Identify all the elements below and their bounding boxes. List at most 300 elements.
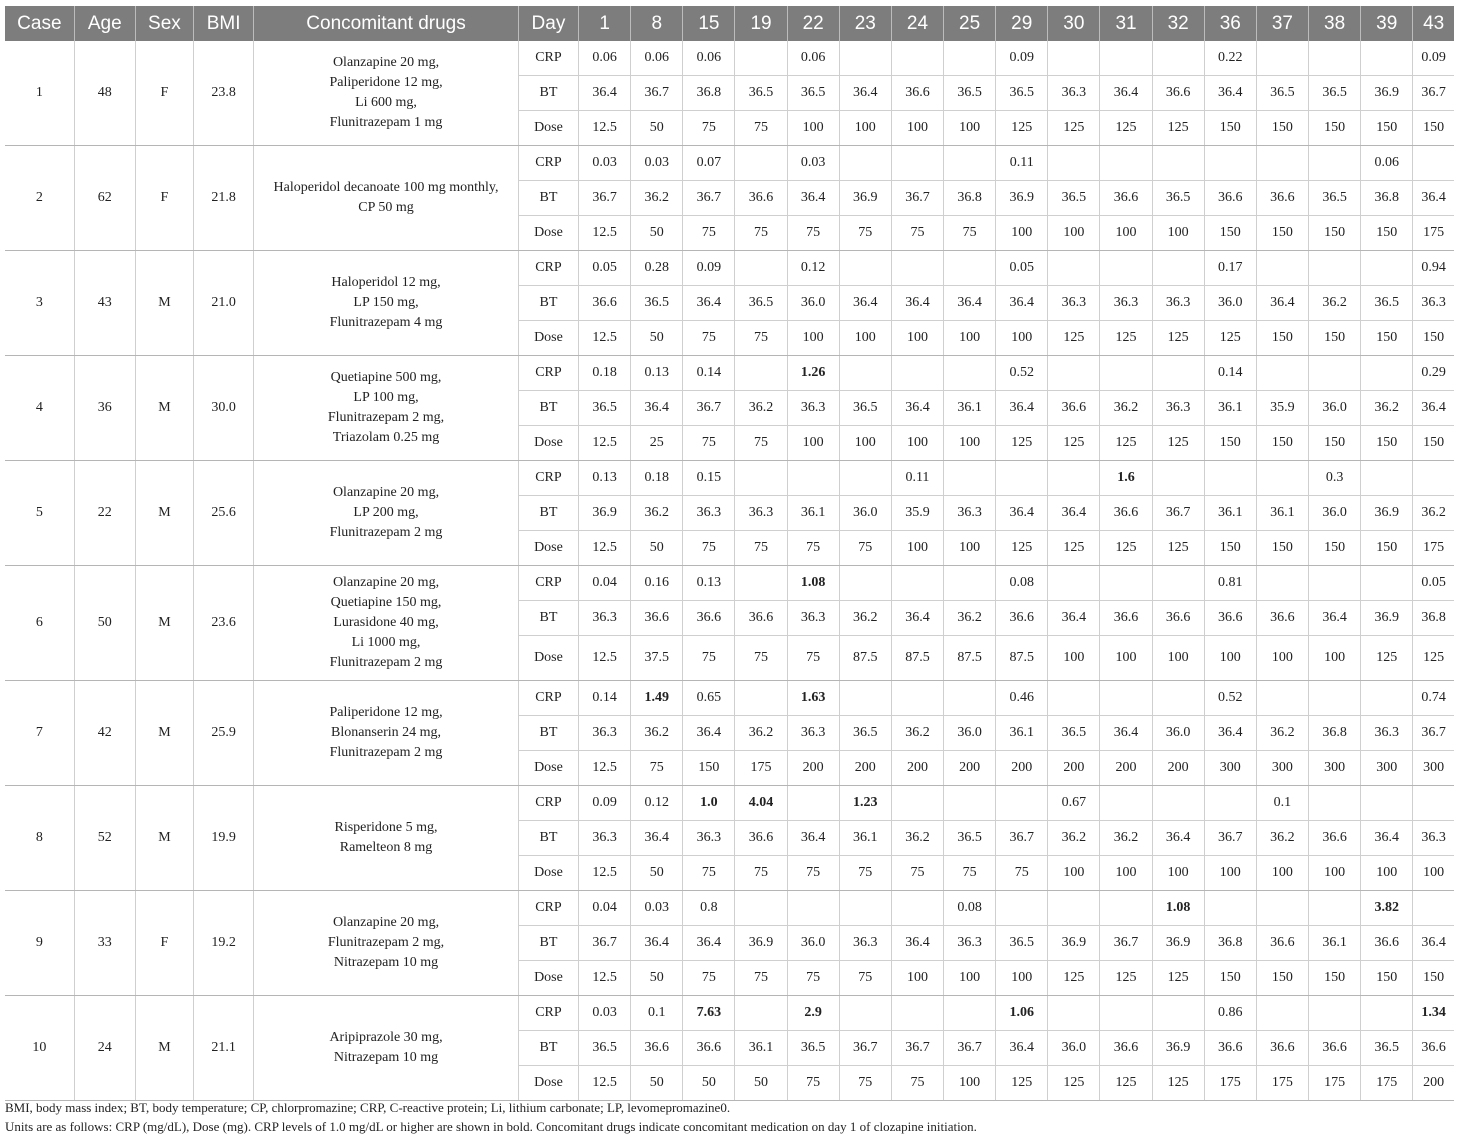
value-cell: 150 xyxy=(1204,216,1256,251)
drug-entry: Flunitrazepam 2 mg, xyxy=(327,410,445,425)
measure-label: CRP xyxy=(518,566,578,601)
value-cell: 75 xyxy=(787,856,839,891)
value-cell: 300 xyxy=(1361,751,1413,786)
measure-label: CRP xyxy=(518,356,578,391)
case-number: 1 xyxy=(5,41,74,146)
value-cell: 36.6 xyxy=(1152,601,1204,636)
value-cell: 12.5 xyxy=(579,111,631,146)
value-cell xyxy=(1100,356,1152,391)
value-cell: 1.23 xyxy=(839,786,891,821)
value-cell: 100 xyxy=(891,961,943,996)
concomitant-drugs-cell xyxy=(254,461,519,566)
value-cell: 75 xyxy=(839,216,891,251)
table-row xyxy=(5,891,1454,926)
case-age: 33 xyxy=(74,891,135,996)
value-cell: 36.7 xyxy=(579,926,631,961)
value-cell: 0.09 xyxy=(996,41,1048,76)
value-cell xyxy=(891,996,943,1031)
measure-label: Dose xyxy=(518,321,578,356)
case-age: 50 xyxy=(74,566,135,681)
value-cell: 200 xyxy=(787,751,839,786)
value-cell: 100 xyxy=(891,531,943,566)
table-row xyxy=(5,41,1454,76)
case-sex: M xyxy=(135,566,193,681)
value-cell: 36.6 xyxy=(1100,1031,1152,1066)
value-cell: 100 xyxy=(891,111,943,146)
case-age: 36 xyxy=(74,356,135,461)
value-cell: 100 xyxy=(1152,856,1204,891)
value-cell: 36.5 xyxy=(579,391,631,426)
column-header: 25 xyxy=(944,6,996,41)
value-cell: 150 xyxy=(1204,531,1256,566)
value-cell: 4.04 xyxy=(735,786,787,821)
value-cell: 36.4 xyxy=(1100,76,1152,111)
value-cell xyxy=(1309,356,1361,391)
value-cell: 200 xyxy=(1413,1066,1454,1101)
drug-entry: LP 100 mg, xyxy=(353,390,419,405)
value-cell: 36.0 xyxy=(944,716,996,751)
drug-entry: Flunitrazepam 2 mg xyxy=(329,655,443,670)
table-row xyxy=(5,566,1454,601)
value-cell xyxy=(1100,251,1152,286)
value-cell: 200 xyxy=(1100,751,1152,786)
value-cell: 100 xyxy=(891,426,943,461)
value-cell xyxy=(1100,786,1152,821)
measure-label: CRP xyxy=(518,146,578,181)
value-cell: 200 xyxy=(1152,751,1204,786)
value-cell: 100 xyxy=(1100,216,1152,251)
value-cell: 125 xyxy=(1204,321,1256,356)
value-cell: 36.1 xyxy=(1309,926,1361,961)
value-cell: 100 xyxy=(944,531,996,566)
value-cell: 0.09 xyxy=(1413,41,1454,76)
case-age: 52 xyxy=(74,786,135,891)
drug-entry: LP 200 mg, xyxy=(353,505,419,520)
value-cell: 125 xyxy=(996,111,1048,146)
value-cell: 0.03 xyxy=(787,146,839,181)
value-cell xyxy=(1204,461,1256,496)
value-cell: 36.6 xyxy=(891,76,943,111)
table-row xyxy=(5,786,1454,821)
value-cell: 36.4 xyxy=(1309,601,1361,636)
value-cell: 36.2 xyxy=(1256,821,1308,856)
value-cell xyxy=(1413,461,1454,496)
drug-entry: Blonanserin 24 mg, xyxy=(330,725,442,740)
value-cell: 36.5 xyxy=(1309,76,1361,111)
value-cell xyxy=(996,786,1048,821)
value-cell: 300 xyxy=(1256,751,1308,786)
value-cell: 36.5 xyxy=(579,1031,631,1066)
drug-entry: Aripiprazole 30 mg, xyxy=(329,1030,443,1045)
value-cell: 125 xyxy=(1152,961,1204,996)
case-sex: M xyxy=(135,251,193,356)
value-cell: 36.4 xyxy=(891,926,943,961)
value-cell: 0.11 xyxy=(996,146,1048,181)
value-cell: 125 xyxy=(1048,961,1100,996)
value-cell: 150 xyxy=(1309,111,1361,146)
value-cell: 36.6 xyxy=(1256,1031,1308,1066)
measure-label: Dose xyxy=(518,1066,578,1101)
table-body xyxy=(5,41,1454,1101)
value-cell xyxy=(1152,786,1204,821)
value-cell: 75 xyxy=(787,636,839,681)
value-cell: 36.1 xyxy=(1256,496,1308,531)
case-bmi: 23.8 xyxy=(194,41,254,146)
value-cell xyxy=(1256,891,1308,926)
value-cell: 36.4 xyxy=(944,286,996,321)
measure-label: BT xyxy=(518,496,578,531)
case-bmi: 21.8 xyxy=(194,146,254,251)
value-cell: 0.08 xyxy=(944,891,996,926)
value-cell xyxy=(1100,681,1152,716)
value-cell: 100 xyxy=(1048,636,1100,681)
case-bmi: 30.0 xyxy=(194,356,254,461)
value-cell xyxy=(1256,356,1308,391)
drug-entry: Olanzapine 20 mg, xyxy=(332,575,440,590)
value-cell: 75 xyxy=(683,111,735,146)
concomitant-drugs-cell xyxy=(254,146,519,251)
column-header: 38 xyxy=(1309,6,1361,41)
value-cell: 100 xyxy=(944,321,996,356)
case-number: 4 xyxy=(5,356,74,461)
value-cell: 36.2 xyxy=(839,601,891,636)
value-cell: 75 xyxy=(735,216,787,251)
value-cell: 36.7 xyxy=(1100,926,1152,961)
value-cell: 36.3 xyxy=(1048,76,1100,111)
value-cell xyxy=(1309,566,1361,601)
value-cell: 125 xyxy=(1048,111,1100,146)
value-cell xyxy=(944,786,996,821)
value-cell: 37.5 xyxy=(631,636,683,681)
value-cell: 75 xyxy=(839,1066,891,1101)
drug-entry: Olanzapine 20 mg, xyxy=(332,485,440,500)
measure-label: CRP xyxy=(518,786,578,821)
value-cell xyxy=(839,891,891,926)
value-cell: 36.6 xyxy=(1204,601,1256,636)
value-cell: 125 xyxy=(1152,1066,1204,1101)
value-cell xyxy=(1204,146,1256,181)
drug-entry: Flunitrazepam 2 mg, xyxy=(327,935,445,950)
value-cell: 0.94 xyxy=(1413,251,1454,286)
value-cell xyxy=(1413,891,1454,926)
value-cell: 0.52 xyxy=(996,356,1048,391)
column-header: 43 xyxy=(1413,6,1454,41)
value-cell xyxy=(891,891,943,926)
value-cell: 36.6 xyxy=(683,601,735,636)
value-cell: 36.8 xyxy=(1309,716,1361,751)
value-cell: 100 xyxy=(1100,856,1152,891)
value-cell: 0.81 xyxy=(1204,566,1256,601)
value-cell: 36.5 xyxy=(1361,1031,1413,1066)
value-cell: 0.46 xyxy=(996,681,1048,716)
value-cell: 36.5 xyxy=(1048,716,1100,751)
drug-entry: Nitrazepam 10 mg xyxy=(333,955,439,970)
value-cell: 75 xyxy=(735,636,787,681)
value-cell xyxy=(1048,681,1100,716)
value-cell: 36.3 xyxy=(787,716,839,751)
value-cell: 36.7 xyxy=(891,181,943,216)
value-cell: 0.15 xyxy=(683,461,735,496)
value-cell: 75 xyxy=(735,856,787,891)
column-header: 8 xyxy=(631,6,683,41)
clozapine-case-table xyxy=(5,6,1454,1101)
value-cell xyxy=(1413,146,1454,181)
value-cell: 100 xyxy=(1152,636,1204,681)
drug-entry: LP 150 mg, xyxy=(353,295,419,310)
drug-entry: Olanzapine 20 mg, xyxy=(332,55,440,70)
value-cell: 0.03 xyxy=(631,146,683,181)
column-header: 36 xyxy=(1204,6,1256,41)
value-cell: 36.3 xyxy=(579,821,631,856)
value-cell: 36.2 xyxy=(1413,496,1454,531)
value-cell xyxy=(944,461,996,496)
value-cell: 36.4 xyxy=(1048,496,1100,531)
value-cell: 36.4 xyxy=(1152,821,1204,856)
value-cell: 36.5 xyxy=(839,716,891,751)
value-cell: 36.2 xyxy=(1256,716,1308,751)
case-sex: M xyxy=(135,996,193,1101)
value-cell: 36.2 xyxy=(1048,821,1100,856)
case-sex: M xyxy=(135,786,193,891)
case-bmi: 19.9 xyxy=(194,786,254,891)
column-header: BMI xyxy=(194,6,254,41)
drug-entry: Quetiapine 150 mg, xyxy=(330,595,442,610)
value-cell: 36.2 xyxy=(1100,391,1152,426)
value-cell: 75 xyxy=(839,961,891,996)
case-bmi: 25.9 xyxy=(194,681,254,786)
measure-label: CRP xyxy=(518,996,578,1031)
value-cell: 50 xyxy=(631,961,683,996)
value-cell: 36.5 xyxy=(631,286,683,321)
value-cell: 36.2 xyxy=(631,496,683,531)
value-cell: 36.5 xyxy=(735,286,787,321)
value-cell: 100 xyxy=(839,321,891,356)
value-cell: 36.5 xyxy=(944,821,996,856)
value-cell: 200 xyxy=(944,751,996,786)
value-cell: 75 xyxy=(735,111,787,146)
value-cell: 36.5 xyxy=(735,76,787,111)
table-row xyxy=(5,146,1454,181)
value-cell xyxy=(996,891,1048,926)
value-cell: 0.14 xyxy=(579,681,631,716)
value-cell: 36.4 xyxy=(631,391,683,426)
value-cell: 100 xyxy=(944,426,996,461)
value-cell: 36.7 xyxy=(891,1031,943,1066)
value-cell: 36.2 xyxy=(631,181,683,216)
value-cell: 36.8 xyxy=(1413,601,1454,636)
value-cell: 36.4 xyxy=(996,391,1048,426)
value-cell: 36.3 xyxy=(1152,286,1204,321)
value-cell: 125 xyxy=(996,531,1048,566)
value-cell: 36.1 xyxy=(1204,496,1256,531)
value-cell: 0.29 xyxy=(1413,356,1454,391)
case-age: 62 xyxy=(74,146,135,251)
value-cell: 0.09 xyxy=(579,786,631,821)
measure-label: CRP xyxy=(518,891,578,926)
value-cell: 0.06 xyxy=(787,41,839,76)
value-cell xyxy=(1152,356,1204,391)
value-cell: 0.11 xyxy=(891,461,943,496)
value-cell: 75 xyxy=(683,531,735,566)
value-cell: 36.8 xyxy=(1361,181,1413,216)
value-cell: 36.2 xyxy=(1100,821,1152,856)
value-cell: 0.18 xyxy=(631,461,683,496)
value-cell: 0.07 xyxy=(683,146,735,181)
value-cell xyxy=(787,891,839,926)
drug-entry: Flunitrazepam 2 mg xyxy=(329,525,443,540)
case-number: 5 xyxy=(5,461,74,566)
value-cell: 36.1 xyxy=(1204,391,1256,426)
drug-entry: Ramelteon 8 mg xyxy=(339,840,433,855)
case-number: 8 xyxy=(5,786,74,891)
measure-label: CRP xyxy=(518,681,578,716)
value-cell xyxy=(1361,996,1413,1031)
value-cell: 75 xyxy=(683,961,735,996)
value-cell: 175 xyxy=(1256,1066,1308,1101)
table-header-row xyxy=(5,6,1454,41)
value-cell: 36.1 xyxy=(944,391,996,426)
value-cell xyxy=(1309,251,1361,286)
drug-entry: CP 50 mg xyxy=(358,200,414,215)
value-cell: 36.7 xyxy=(579,181,631,216)
value-cell: 0.16 xyxy=(631,566,683,601)
value-cell: 50 xyxy=(683,1066,735,1101)
value-cell xyxy=(787,461,839,496)
value-cell: 2.9 xyxy=(787,996,839,1031)
case-sex: M xyxy=(135,681,193,786)
value-cell: 0.04 xyxy=(579,566,631,601)
value-cell xyxy=(1309,891,1361,926)
value-cell: 36.1 xyxy=(787,496,839,531)
value-cell xyxy=(735,891,787,926)
concomitant-drugs-cell xyxy=(254,996,519,1101)
column-header: 37 xyxy=(1256,6,1308,41)
value-cell: 125 xyxy=(1100,321,1152,356)
value-cell: 36.4 xyxy=(1413,391,1454,426)
value-cell: 100 xyxy=(1204,636,1256,681)
value-cell xyxy=(1361,786,1413,821)
table-row xyxy=(5,996,1454,1031)
value-cell: 36.0 xyxy=(1309,391,1361,426)
value-cell: 36.5 xyxy=(1152,181,1204,216)
value-cell: 100 xyxy=(944,111,996,146)
value-cell: 75 xyxy=(735,961,787,996)
value-cell xyxy=(944,681,996,716)
value-cell: 300 xyxy=(1413,751,1454,786)
case-sex: F xyxy=(135,41,193,146)
value-cell xyxy=(891,356,943,391)
drug-entry: Flunitrazepam 1 mg xyxy=(329,115,443,130)
value-cell: 0.13 xyxy=(631,356,683,391)
value-cell: 36.4 xyxy=(996,496,1048,531)
value-cell xyxy=(839,996,891,1031)
value-cell: 100 xyxy=(787,321,839,356)
value-cell: 36.1 xyxy=(996,716,1048,751)
value-cell: 36.3 xyxy=(1361,716,1413,751)
value-cell: 100 xyxy=(787,426,839,461)
value-cell: 75 xyxy=(683,321,735,356)
value-cell: 36.6 xyxy=(735,601,787,636)
measure-label: BT xyxy=(518,716,578,751)
drug-entry: Risperidone 5 mg, xyxy=(334,820,438,835)
column-header: Day xyxy=(518,6,578,41)
drug-entry: Quetiapine 500 mg, xyxy=(330,370,442,385)
case-age: 42 xyxy=(74,681,135,786)
value-cell: 150 xyxy=(1413,961,1454,996)
value-cell: 36.4 xyxy=(1361,821,1413,856)
value-cell: 36.2 xyxy=(735,391,787,426)
value-cell: 0.65 xyxy=(683,681,735,716)
value-cell xyxy=(891,251,943,286)
table-row xyxy=(5,356,1454,391)
value-cell: 75 xyxy=(631,751,683,786)
value-cell: 1.26 xyxy=(787,356,839,391)
value-cell: 100 xyxy=(1413,856,1454,891)
value-cell xyxy=(1152,251,1204,286)
value-cell: 0.74 xyxy=(1413,681,1454,716)
measure-label: Dose xyxy=(518,751,578,786)
value-cell xyxy=(891,786,943,821)
drug-entry: Paliperidone 12 mg, xyxy=(329,75,443,90)
value-cell xyxy=(839,681,891,716)
drug-entry: Lurasidone 40 mg, xyxy=(333,615,439,630)
value-cell xyxy=(1100,996,1152,1031)
value-cell: 75 xyxy=(683,636,735,681)
value-cell: 87.5 xyxy=(944,636,996,681)
value-cell: 1.08 xyxy=(787,566,839,601)
column-header: 24 xyxy=(891,6,943,41)
value-cell: 36.9 xyxy=(735,926,787,961)
value-cell: 0.13 xyxy=(579,461,631,496)
drug-entry: Nitrazepam 10 mg xyxy=(333,1050,439,1065)
value-cell xyxy=(1152,996,1204,1031)
value-cell: 100 xyxy=(839,111,891,146)
value-cell xyxy=(1361,681,1413,716)
value-cell xyxy=(1152,41,1204,76)
value-cell: 125 xyxy=(1100,961,1152,996)
value-cell: 36.8 xyxy=(683,76,735,111)
value-cell: 36.3 xyxy=(735,496,787,531)
value-cell xyxy=(1361,461,1413,496)
value-cell: 300 xyxy=(1204,751,1256,786)
value-cell: 150 xyxy=(1256,216,1308,251)
value-cell: 36.0 xyxy=(839,496,891,531)
measure-label: BT xyxy=(518,76,578,111)
measure-label: Dose xyxy=(518,636,578,681)
value-cell xyxy=(1256,41,1308,76)
value-cell: 36.4 xyxy=(839,286,891,321)
case-sex: F xyxy=(135,146,193,251)
drug-entry: Triazolam 0.25 mg xyxy=(332,430,440,445)
value-cell: 125 xyxy=(1413,636,1454,681)
value-cell: 36.7 xyxy=(631,76,683,111)
value-cell xyxy=(1361,356,1413,391)
value-cell: 36.9 xyxy=(1048,926,1100,961)
drug-entry: Li 1000 mg, xyxy=(351,635,421,650)
value-cell: 75 xyxy=(891,856,943,891)
value-cell: 200 xyxy=(996,751,1048,786)
case-number: 10 xyxy=(5,996,74,1101)
value-cell: 150 xyxy=(1309,961,1361,996)
value-cell: 36.6 xyxy=(1361,926,1413,961)
value-cell: 36.4 xyxy=(996,286,1048,321)
value-cell xyxy=(1048,996,1100,1031)
value-cell: 36.6 xyxy=(1204,181,1256,216)
value-cell xyxy=(1413,786,1454,821)
value-cell: 100 xyxy=(944,961,996,996)
value-cell xyxy=(1100,566,1152,601)
value-cell xyxy=(735,461,787,496)
